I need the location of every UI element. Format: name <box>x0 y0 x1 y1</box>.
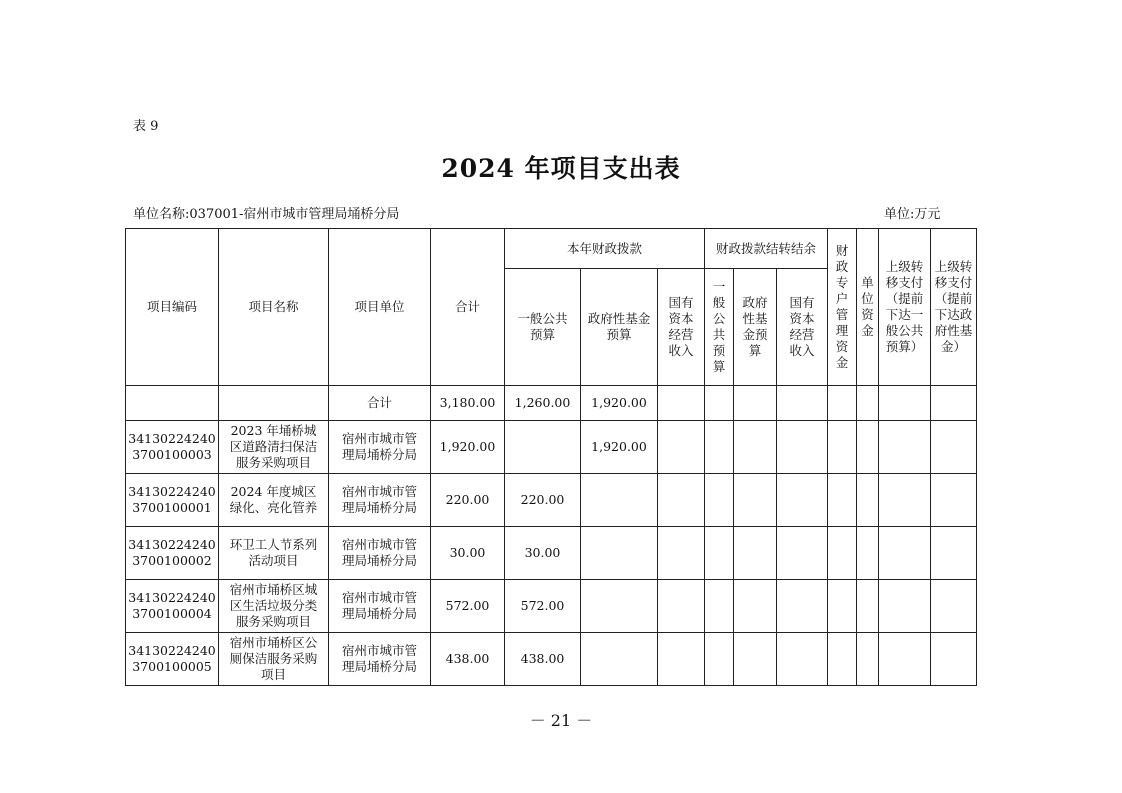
row-code: 34130224240 3700100003 <box>126 421 219 474</box>
header-general-budget: 一般公共预算 <box>505 269 581 386</box>
row-code: 34130224240 3700100005 <box>126 633 219 686</box>
header-carry-gov-fund: 政府性基金预算 <box>734 269 777 386</box>
table-row <box>126 580 977 633</box>
header-transfer-fund: 上级转移支付（提前下达政府性基金） <box>931 229 977 386</box>
total-row <box>126 386 977 421</box>
row-gov-fund <box>581 527 658 580</box>
row-gov-fund <box>581 633 658 686</box>
header-state-capital: 国有资本经营收入 <box>658 269 705 386</box>
header-special-fund: 财政专户管理资金 <box>828 229 857 386</box>
total-row-general-budget: 1,260.00 <box>505 386 581 421</box>
row-dept: 宿州市城市管理局埇桥分局 <box>329 633 431 686</box>
project-expense-table <box>125 228 977 686</box>
table-label: 表 9 <box>133 119 159 134</box>
row-dept: 宿州市城市管理局埇桥分局 <box>329 421 431 474</box>
header-transfer-general: 上级转移支付（提前下达一般公共预算） <box>879 229 931 386</box>
row-gov-fund <box>581 580 658 633</box>
total-row-total: 3,180.00 <box>431 386 505 421</box>
row-total: 438.00 <box>431 633 505 686</box>
row-name: 宿州市埇桥区城区生活垃圾分类服务采购项目 <box>219 580 329 633</box>
row-code: 34130224240 3700100001 <box>126 474 219 527</box>
row-total: 572.00 <box>431 580 505 633</box>
row-code: 34130224240 3700100004 <box>126 580 219 633</box>
unit-label: 单位:万元 <box>884 207 941 222</box>
header-code: 项目编码 <box>126 229 219 386</box>
header-group-carry: 财政拨款结转结余 <box>705 229 828 269</box>
row-general-budget: 438.00 <box>505 633 581 686</box>
row-general-budget <box>505 421 581 474</box>
total-row-label: 合计 <box>329 386 431 421</box>
header-carry-general: 一般公共预算 <box>705 269 734 386</box>
table-row <box>126 421 977 474</box>
row-general-budget: 220.00 <box>505 474 581 527</box>
total-row-gov-fund: 1,920.00 <box>581 386 658 421</box>
header-unit-fund: 单位资金 <box>857 229 879 386</box>
table-row <box>126 633 977 686</box>
page-title: 2024 年项目支出表 <box>441 154 681 183</box>
header-total: 合计 <box>431 229 505 386</box>
row-dept: 宿州市城市管理局埇桥分局 <box>329 580 431 633</box>
row-total: 30.00 <box>431 527 505 580</box>
row-general-budget: 572.00 <box>505 580 581 633</box>
row-general-budget: 30.00 <box>505 527 581 580</box>
row-name: 宿州市埇桥区公厕保洁服务采购项目 <box>219 633 329 686</box>
header-carry-state-capital: 国有资本经营收入 <box>777 269 828 386</box>
row-total: 220.00 <box>431 474 505 527</box>
header-gov-fund: 政府性基金预算 <box>581 269 658 386</box>
row-name: 2023 年埇桥城区道路清扫保洁服务采购项目 <box>219 421 329 474</box>
header-name: 项目名称 <box>219 229 329 386</box>
page-number: － 21 － <box>529 711 593 730</box>
table-row <box>126 527 977 580</box>
row-code: 34130224240 3700100002 <box>126 527 219 580</box>
row-name: 环卫工人节系列活动项目 <box>219 527 329 580</box>
row-gov-fund: 1,920.00 <box>581 421 658 474</box>
row-total: 1,920.00 <box>431 421 505 474</box>
row-dept: 宿州市城市管理局埇桥分局 <box>329 474 431 527</box>
unit-name: 单位名称:037001-宿州市城市管理局埇桥分局 <box>133 207 400 222</box>
header-dept: 项目单位 <box>329 229 431 386</box>
header-group-current: 本年财政拨款 <box>505 229 705 269</box>
row-dept: 宿州市城市管理局埇桥分局 <box>329 527 431 580</box>
row-gov-fund <box>581 474 658 527</box>
row-name: 2024 年度城区绿化、亮化管养 <box>219 474 329 527</box>
table-row <box>126 474 977 527</box>
